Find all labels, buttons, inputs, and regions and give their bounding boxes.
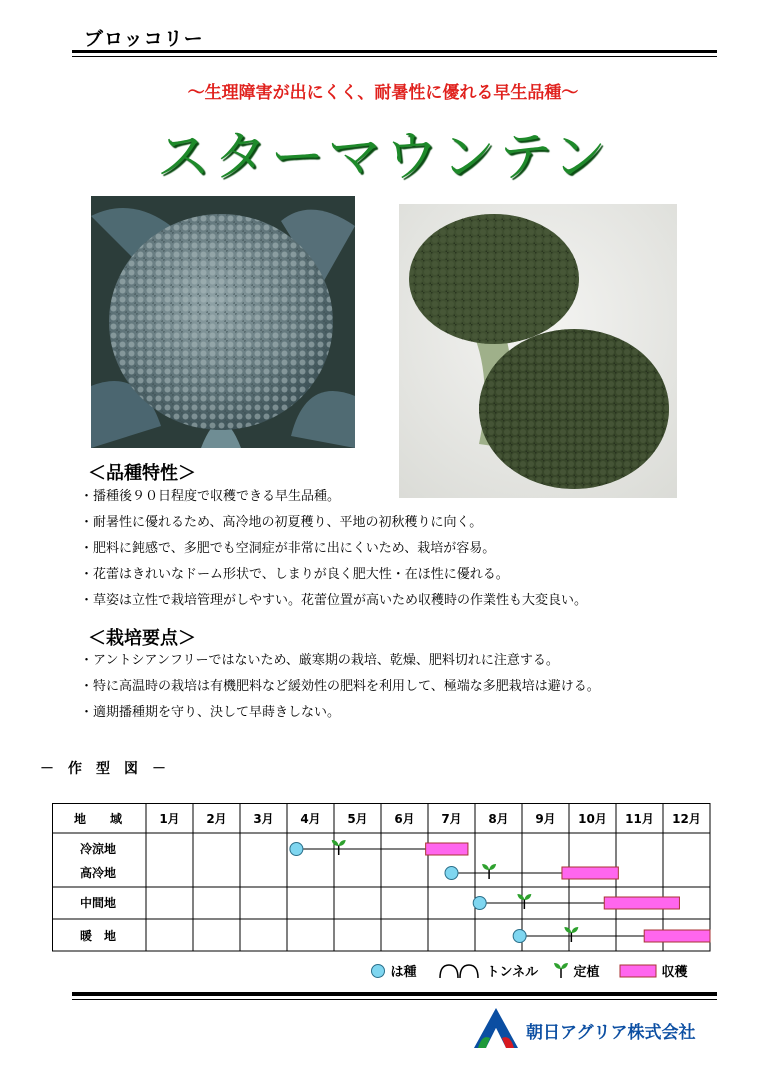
region-label: 暖 地 <box>79 929 117 943</box>
month-label: 6月 <box>394 812 415 826</box>
list-item: ・特に高温時の栽培は有機肥料など緩効性の肥料を利用して、極端な多肥栽培は避ける。 <box>80 679 600 694</box>
list-item: ・耐暑性に優れるため、高冷地の初夏穫り、平地の初秋穫りに向く。 <box>80 515 483 530</box>
month-label: 2月 <box>206 812 227 826</box>
legend-tunnel-label: トンネル <box>486 965 539 980</box>
legend-planting-label: 定植 <box>573 965 600 980</box>
list-item: ・草姿は立性で栽培管理がしやすい。花蕾位置が高いため収穫時の作業性も大変良い。 <box>80 593 588 608</box>
harvest-bar <box>562 867 618 879</box>
sowing-icon <box>372 965 385 978</box>
legend-harvest-label: 収穫 <box>661 965 688 980</box>
company-name: 朝日アグリア株式会社 <box>526 1023 696 1043</box>
footer-rule-thin <box>72 999 717 1000</box>
header-rule <box>72 50 717 53</box>
month-label: 1月 <box>159 812 180 826</box>
planting-marker <box>564 927 578 942</box>
legend-sowing-label: は種 <box>390 965 417 980</box>
company-logo-icon <box>470 1004 522 1052</box>
sprout-icon <box>553 961 569 979</box>
legend-planting <box>553 961 600 980</box>
broccoli-studio-photo <box>399 204 677 498</box>
region-label: 中間地 <box>79 896 117 910</box>
harvest-icon <box>620 965 656 977</box>
region-label: 高冷地 <box>79 866 117 880</box>
month-label: 12月 <box>672 812 701 826</box>
list-item: ・播種後９０日程度で収穫できる早生品種。 <box>80 489 341 504</box>
month-label: 8月 <box>488 812 509 826</box>
month-label: 5月 <box>347 812 368 826</box>
region-label: 冷涼地 <box>79 842 117 856</box>
crop-features-list <box>80 484 587 614</box>
legend-harvest <box>619 961 688 980</box>
region-header: 地 域 <box>73 812 123 826</box>
planting-marker <box>482 864 496 879</box>
month-label: 7月 <box>441 812 462 826</box>
legend-tunnel <box>438 961 538 980</box>
cultivation-heading: ＜栽培要点＞ <box>88 628 196 649</box>
product-category: ブロッコリー <box>84 28 204 50</box>
sowing-marker <box>445 867 458 880</box>
list-item: ・アントシアンフリーではないため、厳寒期の栽培、乾燥、肥料切れに注意する。 <box>80 653 559 668</box>
month-label: 10月 <box>578 812 607 826</box>
list-item: ・適期播種期を守り、決して早蒔きしない。 <box>80 705 341 720</box>
month-label: 4月 <box>300 812 321 826</box>
footer-rule <box>72 992 717 996</box>
month-label: 3月 <box>253 812 274 826</box>
variety-title: スターマウンテン <box>156 125 610 188</box>
harvest-bar <box>604 897 679 909</box>
sowing-marker <box>473 897 486 910</box>
tunnel-icon <box>440 965 478 978</box>
list-item: ・肥料に鈍感で、多肥でも空洞症が非常に出にくいため、栽培が容易。 <box>80 541 496 556</box>
cropping-schedule-chart <box>52 803 716 953</box>
chart-title: － 作 型 図 － <box>40 761 166 777</box>
month-label: 9月 <box>535 812 556 826</box>
subtitle: ～生理障害が出にくく、耐暑性に優れる早生品種～ <box>187 83 579 103</box>
broccoli-field-photo <box>91 196 355 448</box>
planting-marker <box>517 894 531 909</box>
sowing-marker <box>290 843 303 856</box>
legend-sowing <box>370 961 417 980</box>
crop-features-heading: ＜品種特性＞ <box>88 463 196 484</box>
harvest-bar <box>644 930 710 942</box>
cultivation-list <box>80 648 600 726</box>
month-label: 11月 <box>625 812 654 826</box>
list-item: ・花蕾はきれいなドーム形状で、しまりが良く肥大性・在ほ性に優れる。 <box>80 567 509 582</box>
header-rule-thin <box>72 56 717 57</box>
sowing-marker <box>513 930 526 943</box>
harvest-bar <box>426 843 468 855</box>
